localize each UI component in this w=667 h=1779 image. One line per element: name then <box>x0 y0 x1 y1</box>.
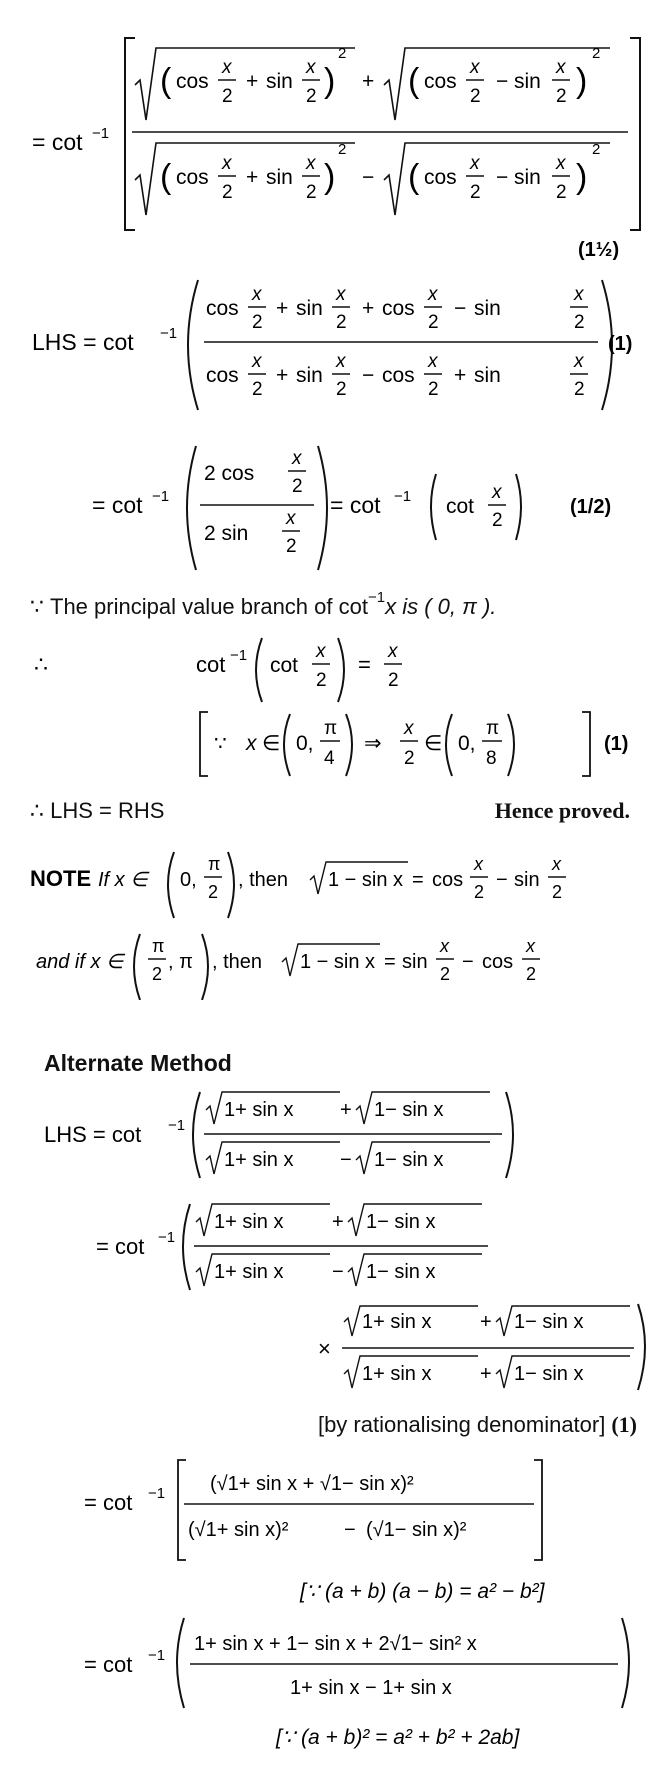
svg-text:(√1− sin x)²: (√1− sin x)² <box>366 1519 467 1541</box>
svg-text:x: x <box>306 153 316 174</box>
svg-text:π: π <box>486 718 500 739</box>
svg-text:1 − sin x: 1 − sin x <box>328 869 404 891</box>
svg-text:−1: −1 <box>148 1485 166 1502</box>
identity-1: [∵ (a + b) (a − b) = a² − b²] <box>300 1580 545 1603</box>
svg-text:= cot: = cot <box>84 1652 133 1677</box>
svg-text:∈: ∈ <box>424 732 443 755</box>
svg-text:x: x <box>336 351 346 372</box>
svg-text:x: x <box>492 482 502 503</box>
svg-text:x: x <box>336 284 346 305</box>
svg-text:x: x <box>552 854 561 874</box>
svg-text:+: + <box>276 297 289 320</box>
svg-text:2: 2 <box>592 141 601 158</box>
svg-text:+: + <box>340 1099 352 1121</box>
svg-text:sin: sin <box>474 297 501 320</box>
svg-text:cos: cos <box>382 364 415 387</box>
svg-text:sin: sin <box>514 70 541 93</box>
svg-text:and if x ∈: and if x ∈ <box>36 951 124 973</box>
svg-text:×: × <box>318 1336 331 1361</box>
svg-text:x: x <box>556 57 566 78</box>
svg-text:−: − <box>344 1519 356 1541</box>
svg-text:+: + <box>246 166 259 189</box>
svg-text:1+ sin x + 1− sin x + 2√1− sin: 1+ sin x + 1− sin x + 2√1− sin² x <box>194 1633 477 1655</box>
svg-text:x: x <box>526 936 535 956</box>
svg-text:2: 2 <box>470 182 481 203</box>
svg-text:−: − <box>362 166 375 189</box>
svg-text:2: 2 <box>526 964 537 984</box>
svg-text:x: x <box>306 57 316 78</box>
svg-text:+: + <box>362 297 375 320</box>
svg-text:=: = <box>412 869 424 891</box>
svg-text:): ) <box>576 62 588 100</box>
svg-text:2: 2 <box>552 882 563 902</box>
svg-text:sin: sin <box>402 951 428 973</box>
svg-text:sin: sin <box>514 166 541 189</box>
svg-text:−1: −1 <box>148 1647 166 1664</box>
svg-text:∵: ∵ <box>214 733 227 755</box>
svg-text:2: 2 <box>574 379 585 400</box>
svg-text:0,: 0, <box>180 869 197 891</box>
svg-text:π: π <box>152 936 165 956</box>
svg-text:sin: sin <box>514 869 540 891</box>
svg-text:(√1+ sin x)²: (√1+ sin x)² <box>188 1519 289 1541</box>
svg-text:1+ sin x: 1+ sin x <box>224 1099 294 1121</box>
svg-text:cos: cos <box>482 951 514 973</box>
svg-text:2: 2 <box>336 312 347 333</box>
svg-text:sin: sin <box>266 70 293 93</box>
svg-text:1− sin x: 1− sin x <box>374 1149 444 1171</box>
hence-proved: Hence proved. <box>494 798 630 823</box>
identity-2: [∵ (a + b)² = a² + b² + 2ab] <box>276 1726 520 1749</box>
svg-text:x: x <box>252 351 262 372</box>
step1-cos-a: cos <box>176 70 209 93</box>
svg-text:=: = <box>384 951 396 973</box>
svg-text:π: π <box>324 718 338 739</box>
svg-text:+: + <box>454 364 467 387</box>
rationalised-expression <box>0 1450 667 1750</box>
step3-expression <box>0 438 667 578</box>
svg-text:x: x <box>316 641 326 662</box>
svg-text:x: x <box>470 153 480 174</box>
step1-neg-one: −1 <box>92 125 110 142</box>
svg-text:2: 2 <box>574 312 585 333</box>
svg-text:x: x <box>428 284 438 305</box>
svg-text:x: x <box>556 153 566 174</box>
svg-text:2: 2 <box>556 86 567 107</box>
svg-text:LHS = cot: LHS = cot <box>44 1122 142 1147</box>
svg-text:x: x <box>252 284 262 305</box>
svg-text:2: 2 <box>556 182 567 203</box>
svg-text:, π: , π <box>168 951 193 973</box>
svg-text:1+ sin x − 1+ sin x: 1+ sin x − 1+ sin x <box>290 1677 452 1699</box>
svg-text:sin: sin <box>296 297 323 320</box>
svg-text:2: 2 <box>470 86 481 107</box>
svg-text:−: − <box>454 297 467 320</box>
svg-text:2: 2 <box>338 45 347 62</box>
svg-text:cos: cos <box>424 70 457 93</box>
svg-text:x: x <box>474 854 483 874</box>
svg-text:(: ( <box>408 158 420 196</box>
svg-text:2: 2 <box>252 312 263 333</box>
step3-marks: (1/2) <box>570 496 612 518</box>
svg-text:sin: sin <box>474 364 501 387</box>
svg-text:+: + <box>480 1363 492 1385</box>
rationalised-numerator: (√1+ sin x + √1− sin x)² <box>210 1473 414 1495</box>
svg-text:2: 2 <box>336 379 347 400</box>
svg-text:x: x <box>286 508 296 529</box>
step2-lhs: LHS = cot <box>32 329 134 355</box>
svg-text:cot: cot <box>270 654 299 677</box>
svg-text:−: − <box>496 166 509 189</box>
svg-text:1− sin x: 1− sin x <box>514 1311 584 1333</box>
svg-text:2: 2 <box>222 182 233 203</box>
svg-text:∴: ∴ <box>34 652 48 677</box>
lhs-equals-rhs: ∴ LHS = RHS <box>30 798 165 823</box>
therefore-expression <box>0 630 667 780</box>
svg-text:): ) <box>324 62 336 100</box>
svg-text:cot: cot <box>196 652 226 677</box>
svg-text:1+ sin x: 1+ sin x <box>214 1261 284 1283</box>
svg-text:cos: cos <box>176 166 209 189</box>
svg-text:If x ∈: If x ∈ <box>98 869 148 891</box>
svg-text:cos: cos <box>382 297 415 320</box>
svg-text:x: x <box>246 732 257 755</box>
svg-text:(: ( <box>408 62 420 100</box>
svg-text:2: 2 <box>306 182 317 203</box>
svg-text:): ) <box>324 158 336 196</box>
svg-text:2: 2 <box>388 670 399 691</box>
svg-text:2: 2 <box>316 670 327 691</box>
svg-text:+: + <box>332 1211 344 1233</box>
step1-expression <box>0 30 667 270</box>
svg-text:= cot: = cot <box>330 492 381 518</box>
svg-text:1− sin x: 1− sin x <box>374 1099 444 1121</box>
svg-text:+: + <box>362 70 375 93</box>
svg-text:= cot: = cot <box>92 492 143 518</box>
note-block <box>0 840 667 1000</box>
svg-text:+: + <box>246 70 259 93</box>
svg-text:2: 2 <box>222 86 233 107</box>
step2-marks: (1) <box>608 333 633 355</box>
svg-text:2: 2 <box>592 45 601 62</box>
step1-lhs: = cot <box>32 129 83 155</box>
svg-text:x: x <box>388 641 398 662</box>
svg-text:1+ sin x: 1+ sin x <box>362 1311 432 1333</box>
svg-text:2: 2 <box>152 964 163 984</box>
svg-text:2: 2 <box>292 476 303 497</box>
svg-text:2: 2 <box>428 312 439 333</box>
svg-text:∈: ∈ <box>262 732 281 755</box>
svg-text:−: − <box>362 364 375 387</box>
svg-text:0,: 0, <box>296 732 314 755</box>
step1-xa: x <box>222 57 232 78</box>
svg-text:x: x <box>404 718 414 739</box>
svg-text:=: = <box>358 652 371 677</box>
step1-left-bracket <box>125 38 135 230</box>
svg-text:(: ( <box>160 62 172 100</box>
svg-text:4: 4 <box>324 748 335 769</box>
svg-text:= cot: = cot <box>84 1490 133 1515</box>
svg-text:2: 2 <box>252 379 263 400</box>
step1-right-bracket <box>630 38 640 230</box>
step3-den: 2 sin <box>204 522 249 545</box>
svg-text:= cot: = cot <box>96 1234 145 1259</box>
svg-text:−1: −1 <box>160 325 178 342</box>
svg-text:): ) <box>576 158 588 196</box>
svg-text:cos: cos <box>206 297 239 320</box>
svg-text:−: − <box>462 951 474 973</box>
note-label: NOTE <box>30 866 92 891</box>
svg-text:, then: , then <box>212 951 263 973</box>
svg-text:x: x <box>470 57 480 78</box>
svg-text:sin: sin <box>266 166 293 189</box>
svg-text:−1: −1 <box>230 647 248 664</box>
svg-text:−1: −1 <box>168 1117 186 1134</box>
svg-text:cos: cos <box>206 364 239 387</box>
rationalising-note: [by rationalising denominator] (1) <box>317 1412 637 1437</box>
svg-text:2: 2 <box>440 964 451 984</box>
svg-text:+: + <box>480 1311 492 1333</box>
svg-text:cot: cot <box>446 495 475 518</box>
svg-text:2: 2 <box>306 86 317 107</box>
svg-text:1+ sin x: 1+ sin x <box>224 1149 294 1171</box>
svg-text:−: − <box>496 70 509 93</box>
alternate-expression <box>0 1084 667 1394</box>
svg-text:−: − <box>496 869 508 891</box>
svg-text:1− sin x: 1− sin x <box>366 1211 436 1233</box>
svg-text:1− sin x: 1− sin x <box>514 1363 584 1385</box>
step2-expression <box>0 270 667 420</box>
svg-text:⇒: ⇒ <box>364 732 382 755</box>
svg-text:cos: cos <box>424 166 457 189</box>
svg-text:−1: −1 <box>158 1229 176 1246</box>
principal-value-statement: ∵ The principal value branch of cot −1 x is ( 0, π ). <box>30 588 497 619</box>
svg-text:2: 2 <box>404 748 415 769</box>
svg-text:(1): (1) <box>604 733 629 755</box>
svg-text:2: 2 <box>492 510 503 531</box>
svg-text:, then: , then <box>238 869 289 891</box>
step3-num: 2 cos <box>204 462 255 485</box>
svg-text:1 − sin x: 1 − sin x <box>300 951 376 973</box>
svg-text:1− sin x: 1− sin x <box>366 1261 436 1283</box>
svg-text:+: + <box>276 364 289 387</box>
svg-text:x: x <box>574 351 584 372</box>
svg-text:x: x <box>574 284 584 305</box>
conclusion-line <box>30 798 630 824</box>
svg-text:2: 2 <box>338 141 347 158</box>
alternate-heading: Alternate Method <box>44 1050 232 1076</box>
svg-text:x: x <box>440 936 449 956</box>
svg-text:x: x <box>222 153 232 174</box>
svg-text:−: − <box>340 1149 352 1171</box>
svg-text:2: 2 <box>286 536 297 557</box>
svg-text:−1: −1 <box>394 488 412 505</box>
svg-text:cos: cos <box>432 869 464 891</box>
svg-text:1+ sin x: 1+ sin x <box>214 1211 284 1233</box>
svg-text:2: 2 <box>208 882 219 902</box>
svg-text:−1: −1 <box>152 488 170 505</box>
step1-marks: (1½) <box>578 239 620 261</box>
svg-text:0,: 0, <box>458 732 476 755</box>
svg-text:2: 2 <box>474 882 485 902</box>
svg-text:(: ( <box>160 158 172 196</box>
svg-text:−: − <box>332 1261 344 1283</box>
svg-text:x: x <box>428 351 438 372</box>
svg-text:x: x <box>292 448 302 469</box>
svg-text:2: 2 <box>428 379 439 400</box>
svg-text:8: 8 <box>486 748 497 769</box>
svg-text:sin: sin <box>296 364 323 387</box>
svg-text:1+ sin x: 1+ sin x <box>362 1363 432 1385</box>
svg-text:π: π <box>208 854 221 874</box>
